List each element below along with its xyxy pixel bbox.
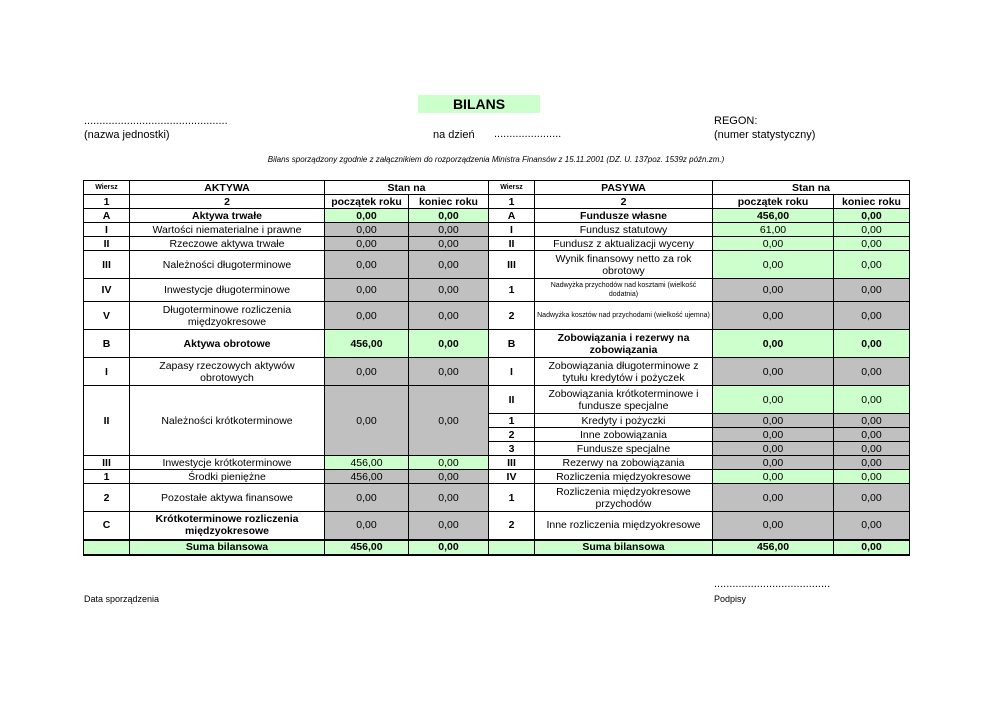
- right-row-num: 2: [489, 512, 535, 540]
- right-row-label: Zobowiązania krótkoterminowe i fundusze specjalne: [535, 386, 713, 414]
- left-row-start: 0,00: [325, 358, 409, 386]
- right-row-end: 0,00: [834, 209, 910, 223]
- left-row-start: 456,00: [325, 330, 409, 358]
- left-row-end: 0,00: [409, 237, 489, 251]
- left-row-end: 0,00: [409, 279, 489, 302]
- left-row-start: 0,00: [325, 237, 409, 251]
- left-row-end: 0,00: [409, 386, 489, 456]
- left-row-end: 0,00: [409, 209, 489, 223]
- right-row-start: 0,00: [713, 470, 834, 484]
- right-row-start: 456,00: [713, 209, 834, 223]
- header-wiersz-left: Wiersz: [84, 181, 130, 195]
- header-start-right: początek roku: [713, 195, 834, 209]
- regon-label: REGON:: [714, 115, 758, 127]
- left-row-end: 0,00: [409, 358, 489, 386]
- left-row-label: Inwestycje długoterminowe: [130, 279, 325, 302]
- sum-right-end: 0,00: [834, 540, 910, 555]
- left-row-label: Należności krótkoterminowe: [130, 386, 325, 456]
- signatures-label: Podpisy: [714, 594, 747, 604]
- right-row-end: 0,00: [834, 456, 910, 470]
- header-end-right: koniec roku: [834, 195, 910, 209]
- legal-note: Bilans sporządzony zgodnie z załącznikiem do rozporządzenia Ministra Finansów z 15.11.2001 (DZ. U. 137poz. 1539z późn.zm.): [267, 155, 725, 164]
- right-row-label: Nadwyżka kosztów nad przychodami (wielkość ujemna): [535, 302, 713, 330]
- left-row-start: 0,00: [325, 386, 409, 456]
- left-row-num: IV: [84, 279, 130, 302]
- right-row-num: A: [489, 209, 535, 223]
- right-row-label: Kredyty i pożyczki: [535, 414, 713, 428]
- right-row-num: B: [489, 330, 535, 358]
- right-row-start: 0,00: [713, 302, 834, 330]
- left-row-num: V: [84, 302, 130, 330]
- left-row-start: 0,00: [325, 302, 409, 330]
- right-row-num: 3: [489, 442, 535, 456]
- left-row-start: 456,00: [325, 456, 409, 470]
- right-row-label: Fundusz statutowy: [535, 223, 713, 237]
- left-row-label: Krótkoterminowe rozliczenia międzyokresowe: [130, 512, 325, 540]
- left-row-start: 0,00: [325, 223, 409, 237]
- right-row-start: 0,00: [713, 512, 834, 540]
- signature-dots: ......................................: [714, 578, 831, 590]
- right-row-start: 61,00: [713, 223, 834, 237]
- header-end-left: koniec roku: [409, 195, 489, 209]
- right-row-num: II: [489, 386, 535, 414]
- left-row-label: Aktywa trwałe: [130, 209, 325, 223]
- sum-left-label: Suma bilansowa: [130, 540, 325, 555]
- left-row-num: C: [84, 512, 130, 540]
- right-row-label: Nadwyżka przychodów nad kosztami (wielkość dodatnia): [535, 279, 713, 302]
- header-num2-left: 2: [130, 195, 325, 209]
- left-row-end: 0,00: [409, 251, 489, 279]
- left-row-label: Inwestycje krótkoterminowe: [130, 456, 325, 470]
- right-row-start: 0,00: [713, 456, 834, 470]
- left-row-end: 0,00: [409, 470, 489, 484]
- header-wiersz-right: Wiersz: [489, 181, 535, 195]
- left-row-label: Zapasy rzeczowych aktywów obrotowych: [130, 358, 325, 386]
- right-row-label: Rozliczenia międzyokresowe przychodów: [535, 484, 713, 512]
- left-row-label: Rzeczowe aktywa trwałe: [130, 237, 325, 251]
- header-num2-right: 2: [535, 195, 713, 209]
- header-num1-right: 1: [489, 195, 535, 209]
- header-start-left: początek roku: [325, 195, 409, 209]
- date-prepared-label: Data sporządzenia: [84, 594, 160, 604]
- header-pasywa: PASYWA: [535, 181, 713, 195]
- right-row-label: Fundusze własne: [535, 209, 713, 223]
- sum-left-blank: [84, 540, 130, 555]
- left-row-end: 0,00: [409, 484, 489, 512]
- left-row-start: 0,00: [325, 279, 409, 302]
- right-row-label: Inne zobowiązania: [535, 428, 713, 442]
- right-row-num: 1: [489, 414, 535, 428]
- right-row-end: 0,00: [834, 358, 910, 386]
- header-num1-left: 1: [84, 195, 130, 209]
- right-row-num: III: [489, 456, 535, 470]
- date-dots: ......................: [494, 128, 562, 140]
- left-row-label: Należności długoterminowe: [130, 251, 325, 279]
- left-row-num: A: [84, 209, 130, 223]
- left-row-end: 0,00: [409, 302, 489, 330]
- left-row-num: B: [84, 330, 130, 358]
- left-row-num: III: [84, 456, 130, 470]
- right-row-end: 0,00: [834, 330, 910, 358]
- right-row-start: 0,00: [713, 484, 834, 512]
- header-stan-na-right: Stan na: [713, 181, 910, 195]
- sum-right-label: Suma bilansowa: [535, 540, 713, 555]
- right-row-end: 0,00: [834, 414, 910, 428]
- left-row-end: 0,00: [409, 330, 489, 358]
- right-row-start: 0,00: [713, 251, 834, 279]
- right-row-end: 0,00: [834, 428, 910, 442]
- right-row-end: 0,00: [834, 484, 910, 512]
- left-row-num: II: [84, 237, 130, 251]
- right-row-label: Rozliczenia międzyokresowe: [535, 470, 713, 484]
- right-row-end: 0,00: [834, 279, 910, 302]
- left-row-label: Aktywa obrotowe: [130, 330, 325, 358]
- right-row-end: 0,00: [834, 470, 910, 484]
- right-row-end: 0,00: [834, 386, 910, 414]
- right-row-num: 2: [489, 428, 535, 442]
- right-row-start: 0,00: [713, 330, 834, 358]
- right-row-end: 0,00: [834, 302, 910, 330]
- unit-name-label: (nazwa jednostki): [84, 129, 170, 141]
- left-row-start: 0,00: [325, 209, 409, 223]
- right-row-label: Zobowiązania długoterminowe z tytułu kredytów i pożyczek: [535, 358, 713, 386]
- header-aktywa: AKTYWA: [130, 181, 325, 195]
- right-row-label: Inne rozliczenia międzyokresowe: [535, 512, 713, 540]
- sum-left-end: 0,00: [409, 540, 489, 555]
- left-row-num: I: [84, 358, 130, 386]
- right-row-start: 0,00: [713, 386, 834, 414]
- right-row-num: 2: [489, 302, 535, 330]
- left-row-end: 0,00: [409, 512, 489, 540]
- right-row-num: II: [489, 237, 535, 251]
- left-row-start: 0,00: [325, 512, 409, 540]
- right-row-end: 0,00: [834, 237, 910, 251]
- left-row-end: 0,00: [409, 456, 489, 470]
- left-row-start: 456,00: [325, 470, 409, 484]
- left-row-label: Pozostałe aktywa finansowe: [130, 484, 325, 512]
- right-row-label: Zobowiązania i rezerwy na zobowiązania: [535, 330, 713, 358]
- stat-number-label: (numer statystyczny): [714, 129, 816, 141]
- sum-left-start: 456,00: [325, 540, 409, 555]
- right-row-end: 0,00: [834, 251, 910, 279]
- right-row-num: IV: [489, 470, 535, 484]
- left-row-end: 0,00: [409, 223, 489, 237]
- right-row-num: 1: [489, 484, 535, 512]
- right-row-label: Wynik finansowy netto za rok obrotowy: [535, 251, 713, 279]
- left-row-num: III: [84, 251, 130, 279]
- sum-right-start: 456,00: [713, 540, 834, 555]
- left-row-start: 0,00: [325, 251, 409, 279]
- right-row-start: 0,00: [713, 237, 834, 251]
- page-title: BILANS: [418, 95, 540, 113]
- date-label: na dzień: [433, 129, 475, 141]
- right-row-start: 0,00: [713, 428, 834, 442]
- right-row-num: I: [489, 358, 535, 386]
- right-row-label: Rezerwy na zobowiązania: [535, 456, 713, 470]
- right-row-num: III: [489, 251, 535, 279]
- right-row-start: 0,00: [713, 442, 834, 456]
- sum-right-blank: [489, 540, 535, 555]
- header-stan-na-left: Stan na: [325, 181, 489, 195]
- left-row-num: II: [84, 386, 130, 456]
- right-row-start: 0,00: [713, 279, 834, 302]
- right-row-label: Fundusz z aktualizacji wyceny: [535, 237, 713, 251]
- right-row-start: 0,00: [713, 414, 834, 428]
- left-row-label: Wartości niematerialne i prawne: [130, 223, 325, 237]
- unit-name-dots: ...............................................: [84, 115, 228, 127]
- right-row-num: 1: [489, 279, 535, 302]
- right-row-end: 0,00: [834, 512, 910, 540]
- left-row-start: 0,00: [325, 484, 409, 512]
- right-row-num: I: [489, 223, 535, 237]
- left-row-num: I: [84, 223, 130, 237]
- left-row-num: 1: [84, 470, 130, 484]
- right-row-end: 0,00: [834, 442, 910, 456]
- left-row-label: Środki pieniężne: [130, 470, 325, 484]
- left-row-num: 2: [84, 484, 130, 512]
- balance-sheet-table: [83, 180, 910, 556]
- left-row-label: Długoterminowe rozliczenia międzyokresowe: [130, 302, 325, 330]
- right-row-end: 0,00: [834, 223, 910, 237]
- right-row-start: 0,00: [713, 358, 834, 386]
- right-row-label: Fundusze specjalne: [535, 442, 713, 456]
